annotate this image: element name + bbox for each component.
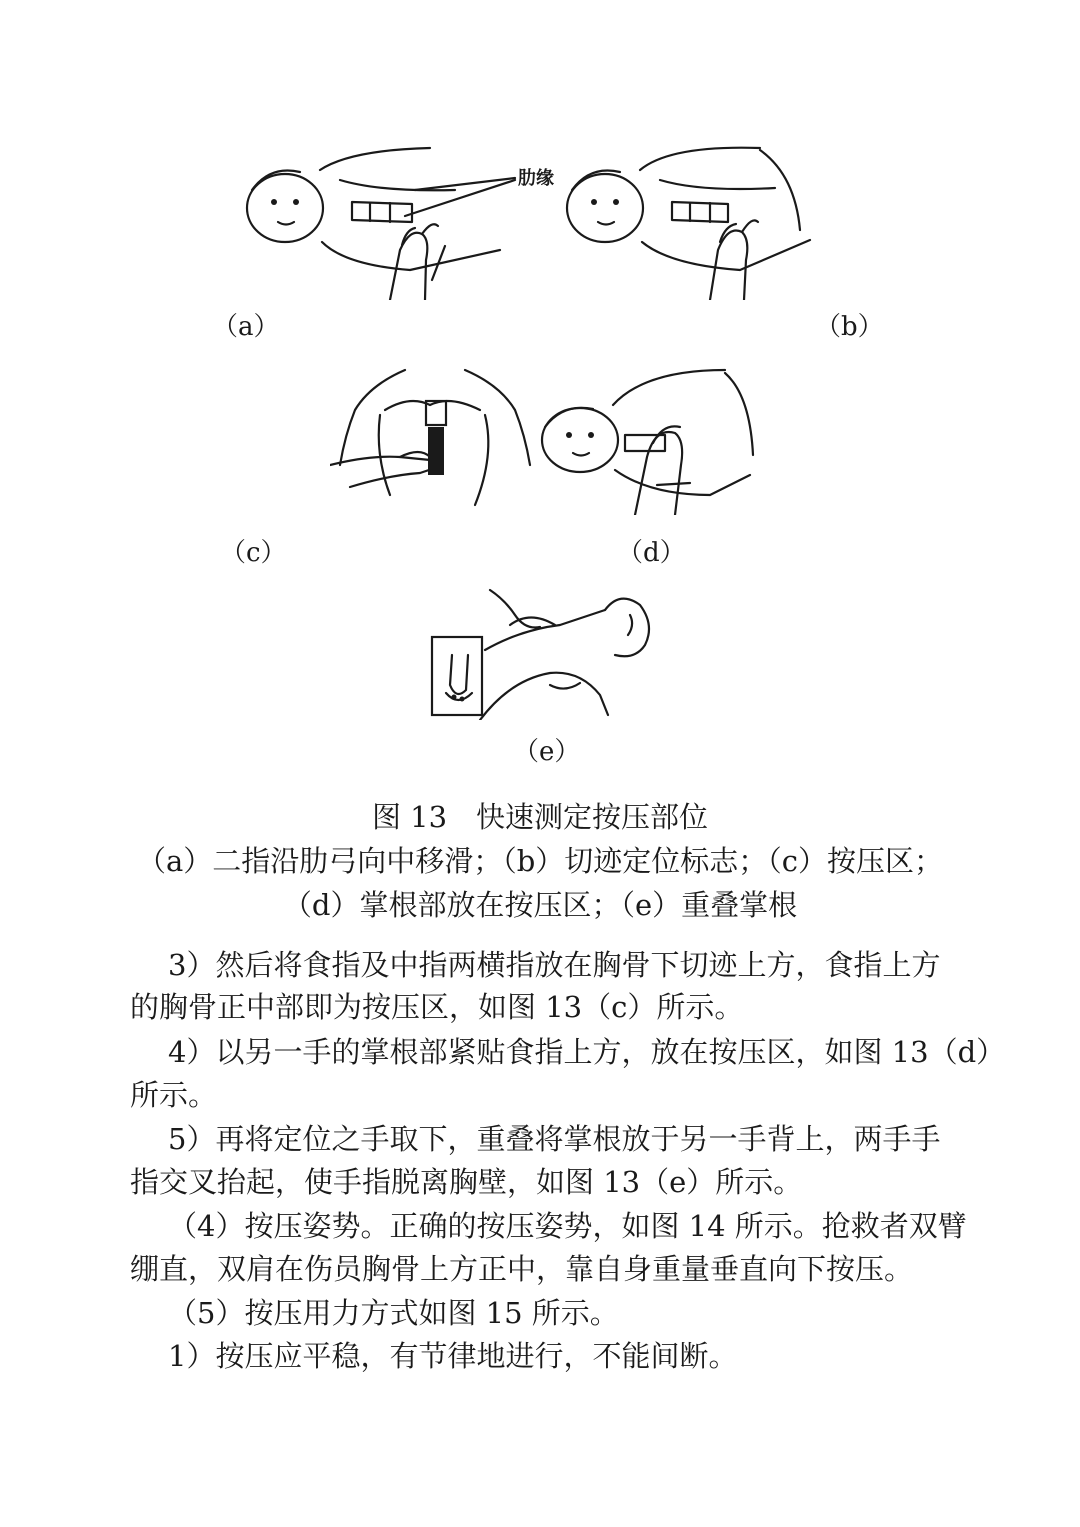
figure-d-illustration (535, 365, 765, 515)
panel-label-a: （a） (212, 312, 280, 342)
figure-e-illustration (430, 585, 660, 720)
section-5-line: （5）按压用力方式如图 15 所示。 (168, 1296, 619, 1330)
figure-caption-title: 图 13 快速测定按压部位 (371, 800, 709, 834)
paragraph-4-line-2: 所示。 (130, 1078, 218, 1112)
panel-label-b: （b） (815, 312, 884, 342)
paragraph-4-line-1: 4）以另一手的掌根部紧贴食指上方，放在按压区，如图 13（d） (168, 1035, 1006, 1069)
panel-label-e: （e） (513, 737, 581, 767)
paragraph-1-line: 1）按压应平稳，有节律地进行，不能间断。 (168, 1339, 738, 1373)
figure-a-illustration (240, 130, 560, 300)
paragraph-3-line-1: 3）然后将食指及中指两横指放在胸骨下切迹上方，食指上方 (168, 948, 941, 982)
figure-b-illustration (560, 130, 820, 300)
figure-caption-line-2: （d）掌根部放在按压区；（e）重叠掌根 (282, 888, 798, 922)
paragraph-5-line-1: 5）再将定位之手取下，重叠将掌根放于另一手背上，两手手 (168, 1122, 941, 1156)
rib-edge-label: 肋缘 (518, 168, 554, 189)
section-4-line-1: （4）按压姿势。正确的按压姿势，如图 14 所示。抢救者双臂 (168, 1209, 967, 1243)
figure-c-illustration (330, 365, 540, 515)
paragraph-3-line-2: 的胸骨正中部即为按压区，如图 13（c）所示。 (130, 990, 744, 1024)
figure-caption-line-1: （a）二指沿肋弓向中移滑；（b）切迹定位标志；（c）按压区； (136, 844, 944, 878)
section-4-line-2: 绷直，双肩在伤员胸骨上方正中，靠自身重量垂直向下按压。 (130, 1252, 914, 1286)
panel-label-c: （c） (220, 538, 287, 568)
paragraph-5-line-2: 指交叉抬起，使手指脱离胸壁，如图 13（e）所示。 (130, 1165, 803, 1199)
panel-label-d: （d） (617, 538, 686, 568)
